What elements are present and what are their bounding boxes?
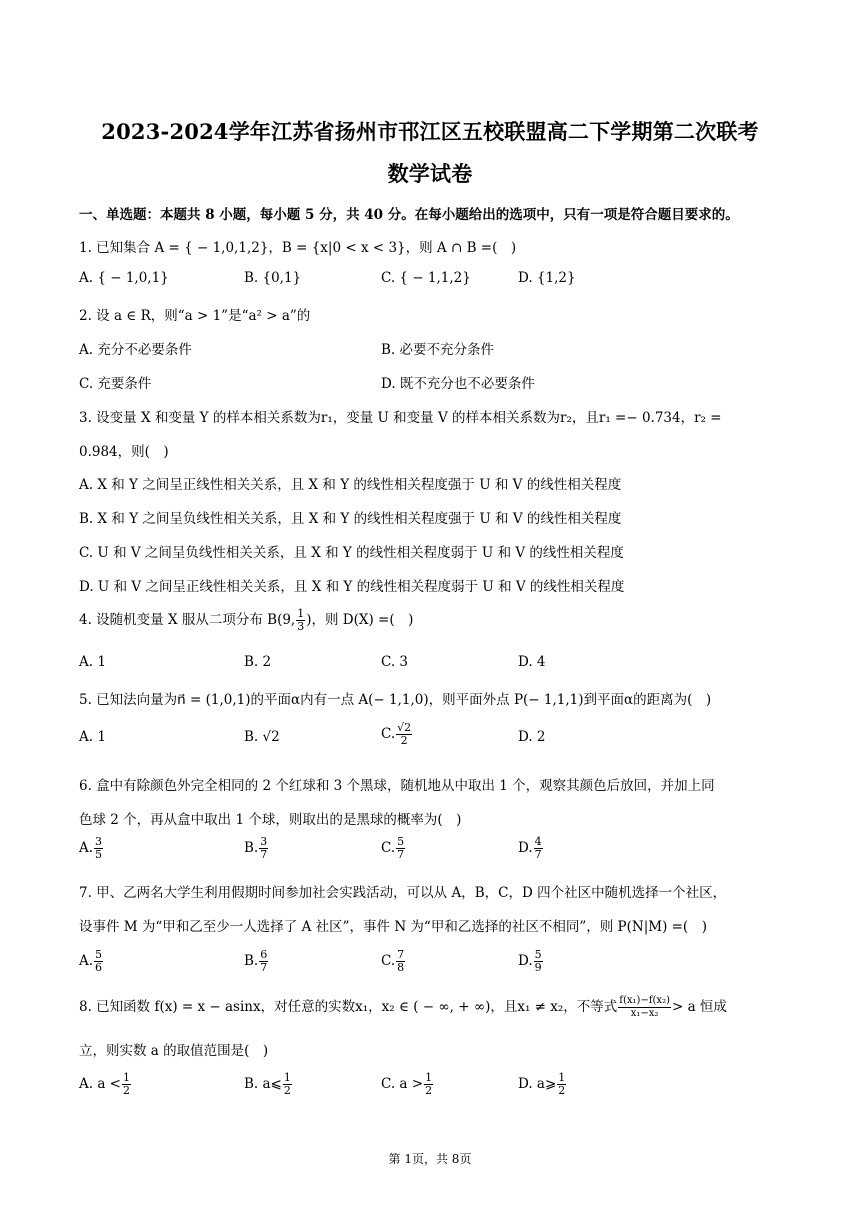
q6-option-a-label: A. (79, 840, 94, 856)
q7-option-a (79, 949, 104, 974)
q5-option-a: A. 1 (79, 729, 106, 745)
q5-option-b: B. √2 (244, 729, 280, 745)
fraction-denominator: 7 (397, 848, 405, 861)
q7-option-b-fraction (259, 949, 268, 974)
fraction-numerator: 5 (397, 835, 405, 848)
fraction-denominator: 2 (425, 1084, 433, 1097)
q8-option-b-label: B. a⩽ (244, 1076, 282, 1092)
q6-option-a-fraction (94, 836, 103, 861)
q6-option-d-label: D. (518, 840, 533, 856)
q6-option-a (79, 836, 104, 861)
question-6-stem-line2: 色球 2 个，再从盒中取出 1 个球，则取出的是黑球的概率为( ) (79, 812, 462, 828)
q2-option-b: B. 必要不充分条件 (381, 342, 495, 358)
fraction-denominator: 7 (260, 848, 268, 861)
q7-option-b-label: B. (244, 953, 259, 969)
q1-option-a: A. { − 1,0,1} (79, 270, 169, 286)
q8-fraction (618, 995, 671, 1020)
question-4-stem (79, 608, 413, 633)
q5-option-c (381, 722, 413, 747)
q5-option-d: D. 2 (518, 729, 546, 745)
q1-option-b: B. {0,1} (244, 270, 302, 286)
q3-option-a: A. X 和 Y 之间呈正线性相关关系，且 X 和 Y 的线性相关程度强于 U 和 V 的线性相关程度 (79, 477, 622, 493)
fraction-numerator: 5 (534, 948, 542, 961)
question-8-stem-line1 (79, 995, 727, 1020)
q2-option-a: A. 充分不必要条件 (79, 342, 192, 358)
q6-option-d (518, 836, 544, 861)
q8-option-c (381, 1072, 434, 1097)
q5-c-den: 2 (400, 734, 408, 747)
q7-option-c-fraction (396, 949, 405, 974)
fraction-denominator: 2 (558, 1084, 566, 1097)
q6-option-b (244, 836, 269, 861)
q3-option-d: D. U 和 V 之间呈正线性相关关系，且 X 和 Y 的线性相关程度弱于 U 和 V 的线性相关程度 (79, 579, 625, 595)
q8-frac-den: x₁−x₂ (630, 1008, 659, 1019)
fraction-numerator: 1 (122, 1071, 130, 1084)
q4-frac-num: 1 (297, 607, 305, 620)
fraction-numerator: 1 (558, 1071, 566, 1084)
q3-option-c: C. U 和 V 之间呈负线性相关关系，且 X 和 Y 的线性相关程度弱于 U 和 V 的线性相关程度 (79, 545, 624, 561)
exam-title: 2023-2024学年江苏省扬州市邗江区五校联盟高二下学期第二次联考 (101, 119, 759, 144)
q7-option-c (381, 949, 406, 974)
q4-stem-part2: )，则 D(X) =( ) (306, 612, 414, 628)
fraction-denominator: 2 (122, 1084, 130, 1097)
q5-c-num: √2 (397, 721, 412, 734)
q6-option-b-fraction (259, 836, 268, 861)
q8-option-b-fraction (283, 1072, 292, 1097)
fraction-denominator: 2 (283, 1084, 291, 1097)
q4-option-d: D. 4 (518, 654, 546, 670)
q7-option-a-label: A. (79, 953, 94, 969)
q1-option-c: C. { − 1,1,2} (381, 270, 471, 286)
q4-stem-part1: 4. 设随机变量 X 服从二项分布 B(9, (79, 612, 296, 628)
fraction-denominator: 5 (95, 848, 103, 861)
q4-fraction (296, 608, 305, 633)
q4-frac-den: 3 (297, 620, 305, 633)
fraction-numerator: 1 (283, 1071, 291, 1084)
exam-subtitle: 数学试卷 (387, 161, 473, 186)
question-1-stem: 1. 已知集合 A = { − 1,0,1,2}，B = {x|0 < x < 3}，则 A ∩ B =( ) (79, 240, 517, 256)
fraction-denominator: 6 (95, 961, 103, 974)
question-8-stem-line2: 立，则实数 a 的取值范围是( ) (79, 1043, 269, 1059)
q8-option-a-fraction (122, 1072, 131, 1097)
q5-option-c-label: C. (381, 726, 396, 742)
fraction-numerator: 1 (425, 1071, 433, 1084)
q8-option-b (244, 1072, 293, 1097)
q6-option-c (381, 836, 406, 861)
q6-option-d-fraction (534, 836, 543, 861)
question-6-stem-line1: 6. 盒中有除颜色外完全相同的 2 个红球和 3 个黑球，随机地从中取出 1 个，观察其颜色后放回，并加上同 (79, 778, 715, 794)
q1-option-d: D. {1,2} (518, 270, 576, 286)
q2-option-c: C. 充要条件 (79, 376, 152, 392)
q6-option-c-fraction (396, 836, 405, 861)
q8-option-c-label: C. a > (381, 1076, 424, 1092)
fraction-numerator: 3 (95, 835, 103, 848)
question-2-stem: 2. 设 a ∈ R，则“a > 1”是“a² > a”的 (79, 308, 311, 324)
fraction-denominator: 7 (260, 961, 268, 974)
question-3-stem-line1: 3. 设变量 X 和变量 Y 的样本相关系数为r₁，变量 U 和变量 V 的样本相关系数为r₂，且r₁ =− 0.734，r₂ = (79, 410, 722, 426)
q4-option-b: B. 2 (244, 654, 272, 670)
fraction-numerator: 7 (397, 948, 405, 961)
question-3-stem-line2: 0.984，则( ) (79, 444, 169, 460)
q8-option-d (518, 1072, 567, 1097)
q8-option-c-fraction (424, 1072, 433, 1097)
q7-option-c-label: C. (381, 953, 396, 969)
fraction-numerator: 5 (95, 948, 103, 961)
q7-option-d-label: D. (518, 953, 533, 969)
q8-option-a-label: A. a < (79, 1076, 121, 1092)
section-heading: 一、单选题：本题共 8 小题，每小题 5 分，共 40 分。在每小题给出的选项中，只有一项是符合题目要求的。 (79, 207, 739, 223)
fraction-denominator: 9 (534, 961, 542, 974)
q7-option-b (244, 949, 269, 974)
q6-option-b-label: B. (244, 840, 259, 856)
q5-option-c-fraction (396, 722, 412, 747)
q7-option-a-fraction (94, 949, 103, 974)
question-7-stem-line1: 7. 甲、乙两名大学生利用假期时间参加社会实践活动，可以从 A，B，C，D 四个社区中随机选择一个社区， (79, 885, 727, 901)
fraction-denominator: 7 (534, 848, 542, 861)
q4-option-c: C. 3 (381, 654, 409, 670)
q3-option-b: B. X 和 Y 之间呈负线性相关关系，且 X 和 Y 的线性相关程度强于 U 和 V 的线性相关程度 (79, 511, 622, 527)
fraction-numerator: 3 (260, 835, 268, 848)
q6-option-c-label: C. (381, 840, 396, 856)
question-5-stem: 5. 已知法向量为n⃗ = (1,0,1)的平面α内有一点 A(− 1,1,0)，则平面外点 P(− 1,1,1)到平面α的距离为( ) (79, 692, 712, 708)
q8-option-d-fraction (557, 1072, 566, 1097)
q8-stem-part1: 8. 已知函数 f(x) = x − asinx，对任意的实数x₁，x₂ ∈ ( − ∞, + ∞)，且x₁ ≠ x₂，不等式 (79, 999, 618, 1015)
q2-option-d: D. 既不充分也不必要条件 (381, 376, 535, 392)
q8-option-a (79, 1072, 132, 1097)
q8-stem-part2: > a 恒成 (671, 999, 727, 1015)
question-7-stem-line2: 设事件 M 为“甲和乙至少一人选择了 A 社区”，事件 N 为“甲和乙选择的社区不相同”，则 P(N|M) =( ) (79, 919, 707, 935)
q8-frac-num: f(x₁)−f(x₂) (619, 995, 670, 1006)
q8-option-d-label: D. a⩾ (518, 1076, 557, 1092)
q7-option-d (518, 949, 544, 974)
fraction-denominator: 8 (397, 961, 405, 974)
q7-option-d-fraction (534, 949, 543, 974)
q4-option-a: A. 1 (79, 654, 106, 670)
fraction-numerator: 6 (260, 948, 268, 961)
page-footer: 第 1页，共 8页 (388, 1152, 472, 1166)
fraction-numerator: 4 (534, 835, 542, 848)
